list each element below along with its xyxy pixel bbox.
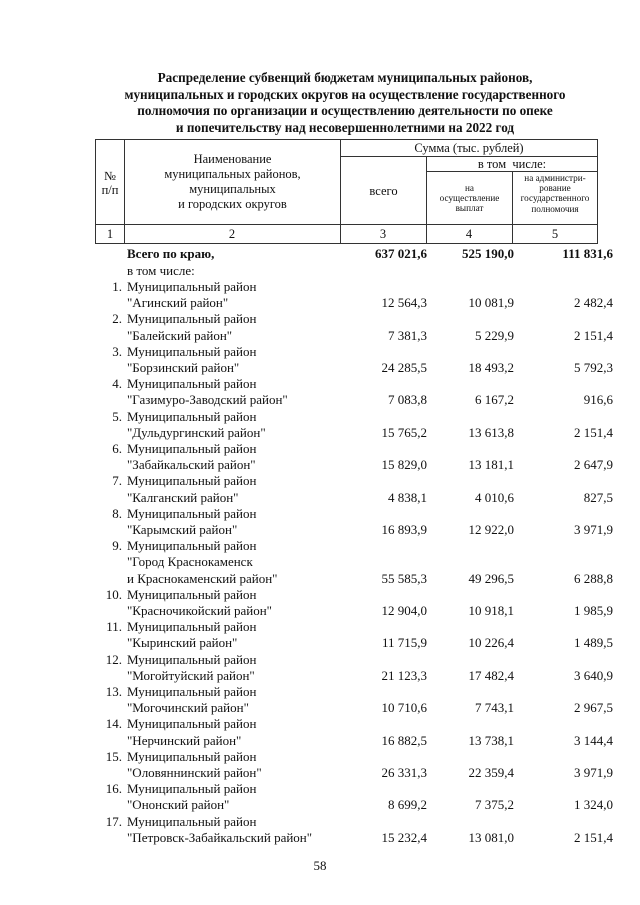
district-name-line: "Могочинский район": [127, 700, 249, 716]
header-bottom-border: [95, 224, 598, 225]
district-name-line: "Забайкальский район": [127, 457, 256, 473]
row-payments: 22 359,4: [468, 764, 514, 780]
row-payments: 7 743,1: [475, 700, 514, 716]
row-total: 10 710,6: [381, 700, 427, 716]
row-number: 13.: [105, 684, 122, 699]
district-name-line: "Кыринский район": [127, 635, 238, 651]
row-number: 10.: [105, 586, 122, 602]
row-total: 24 285,5: [381, 359, 427, 375]
row-admin: 3 144,4: [574, 732, 613, 748]
row-payments: 13 613,8: [468, 424, 514, 440]
col-name-header: Наименование муниципальных районов, муниципальных и городских округов: [164, 152, 301, 211]
row-payments: 12 922,0: [468, 521, 514, 537]
district-name-line: "Карымский район": [127, 521, 238, 537]
row-admin: 3 640,9: [574, 667, 613, 683]
district-name-line: "Агинский район": [127, 295, 229, 311]
row-admin: 2 151,4: [574, 327, 613, 343]
district-name-line: "Красночикойский район": [127, 602, 272, 618]
column-number: 2: [228, 227, 236, 241]
row-total: 16 893,9: [381, 521, 427, 537]
total-payments: 525 190,0: [462, 246, 514, 261]
row-number: 5.: [112, 408, 122, 424]
district-name-line: Муниципальный район: [127, 311, 257, 327]
including-label: в том числе:: [127, 263, 195, 278]
column-number: 1: [106, 227, 114, 241]
row-total: 7 083,8: [388, 392, 427, 408]
district-name-line: "Калганский район": [127, 489, 239, 505]
row-admin: 2 967,5: [574, 700, 613, 716]
column-number: 4: [465, 227, 473, 241]
row-number: 7.: [112, 473, 122, 489]
row-total: 8 699,2: [388, 797, 427, 813]
row-admin: 1 985,9: [574, 602, 613, 618]
row-payments: 18 493,2: [468, 359, 514, 375]
district-name-line: "Ононский район": [127, 797, 230, 813]
row-payments: 49 296,5: [468, 570, 514, 586]
district-name-line: и Краснокаменский район": [127, 570, 278, 586]
row-payments: 4 010,6: [475, 489, 514, 505]
col-total-header: всего: [369, 184, 398, 198]
sum-header: Сумма (тыс. рублей): [414, 141, 524, 155]
row-payments: 10 226,4: [468, 635, 514, 651]
district-name-line: Муниципальный район: [127, 813, 257, 829]
row-total: 21 123,3: [381, 667, 427, 683]
total-admin: 111 831,6: [562, 246, 613, 261]
row-payments: 6 167,2: [475, 392, 514, 408]
row-admin: 2 482,4: [574, 295, 613, 311]
column-number: 3: [379, 227, 387, 241]
row-total: 11 715,9: [381, 635, 427, 651]
row-payments: 13 181,1: [468, 457, 514, 473]
row-admin: 6 288,8: [574, 570, 613, 586]
row-payments: 13 738,1: [468, 732, 514, 748]
row-number: 3.: [112, 343, 122, 359]
row-number: 11.: [106, 619, 122, 635]
row-payments: 5 229,9: [475, 327, 514, 343]
row-total: 15 829,0: [381, 457, 427, 473]
document-title: [100, 70, 590, 136]
row-payments: 7 375,2: [475, 797, 514, 813]
row-number: 4.: [112, 376, 122, 392]
col-admin-header: на администри- рование государственного полномочия: [520, 173, 590, 214]
row-admin: 1 489,5: [574, 635, 613, 651]
page-number: 58: [313, 858, 327, 873]
title-line: Распределение субвенций бюджетам муниципальных районов,: [157, 70, 533, 85]
district-name-line: Муниципальный район: [127, 684, 257, 699]
row-admin: 2 151,4: [574, 829, 613, 845]
row-payments: 10 081,9: [468, 295, 514, 311]
district-name-line: "Могойтуйский район": [127, 667, 255, 683]
col-payments-header: на осуществление выплат: [439, 183, 500, 214]
district-name-line: "Газимуро-Заводский район": [127, 392, 288, 408]
district-name-line: Муниципальный район: [127, 651, 257, 667]
district-name-line: Муниципальный район: [127, 586, 257, 602]
row-number: 2.: [112, 311, 122, 327]
district-name-line: "Балейский район": [127, 327, 233, 343]
total-label: Всего по краю,: [127, 246, 215, 261]
district-name-line: Муниципальный район: [127, 376, 257, 392]
row-total: 12 904,0: [381, 602, 427, 618]
row-number: 8.: [112, 505, 122, 521]
row-number: 6.: [112, 441, 122, 456]
row-number: 14.: [105, 716, 122, 732]
row-number: 17.: [105, 813, 122, 829]
row-number: 12.: [105, 651, 122, 667]
district-name-line: "Дульдургинский район": [127, 424, 266, 440]
title-line: муниципальных и городских округов на осуществление государственного: [124, 86, 566, 102]
row-admin: 827,5: [583, 489, 613, 505]
row-total: 26 331,3: [381, 764, 427, 780]
district-name-line: "Оловяннинский район": [127, 764, 262, 780]
district-name-line: "Петровск-Забайкальский район": [127, 829, 313, 845]
district-name-line: Муниципальный район: [127, 538, 257, 554]
colnum-bottom-border: [95, 243, 598, 244]
district-name-line: Муниципальный район: [127, 781, 257, 797]
row-admin: 2 151,4: [574, 424, 613, 440]
header-right-border: [597, 139, 598, 244]
row-admin: 916,6: [583, 392, 613, 408]
row-number: 9.: [112, 538, 122, 554]
row-payments: 10 918,1: [468, 602, 514, 618]
row-payments: 17 482,4: [468, 667, 514, 683]
row-admin: 2 647,9: [574, 457, 613, 473]
row-admin: 3 971,9: [574, 764, 613, 780]
row-admin: 1 324,0: [574, 797, 613, 813]
row-admin: 3 971,9: [574, 521, 613, 537]
district-name-line: Муниципальный район: [127, 716, 257, 732]
row-total: 16 882,5: [381, 732, 427, 748]
district-name-line: "Борзинский район": [127, 359, 240, 375]
district-name-line: Муниципальный район: [127, 408, 257, 424]
row-total: 15 232,4: [381, 829, 427, 845]
row-number: 16.: [105, 781, 122, 797]
district-name-line: Муниципальный район: [127, 619, 257, 635]
district-name-line: Муниципальный район: [127, 343, 257, 359]
row-number: 15.: [105, 748, 122, 764]
row-payments: 13 081,0: [468, 829, 514, 845]
col-num-header: № п/п: [101, 169, 119, 197]
row-admin: 5 792,3: [574, 359, 613, 375]
district-name-line: Муниципальный район: [127, 441, 257, 456]
row-total: 55 585,3: [381, 570, 427, 586]
row-total: 7 381,3: [388, 327, 427, 343]
row-total: 4 838,1: [388, 489, 427, 505]
district-name-line: Муниципальный район: [127, 505, 257, 521]
including-header: в том числе:: [477, 157, 547, 171]
title-line: полномочия по организации и осуществлению деятельности по опеке: [137, 103, 553, 118]
district-name-line: Муниципальный район: [127, 279, 257, 294]
row-total: 15 765,2: [381, 424, 427, 440]
row-total: 12 564,3: [381, 295, 427, 311]
column-number: 5: [551, 227, 559, 241]
district-name-line: Муниципальный район: [127, 748, 257, 764]
district-name-line: Муниципальный район: [127, 473, 257, 489]
header-top-border: [95, 139, 598, 140]
total-sum: 637 021,6: [375, 246, 427, 261]
title-line: и попечительству над несовершеннолетними на 2022 год: [175, 119, 515, 135]
district-name-line: "Нерчинский район": [127, 732, 242, 748]
district-name-line: "Город Краснокаменск: [127, 554, 253, 570]
row-number: 1.: [112, 279, 122, 294]
